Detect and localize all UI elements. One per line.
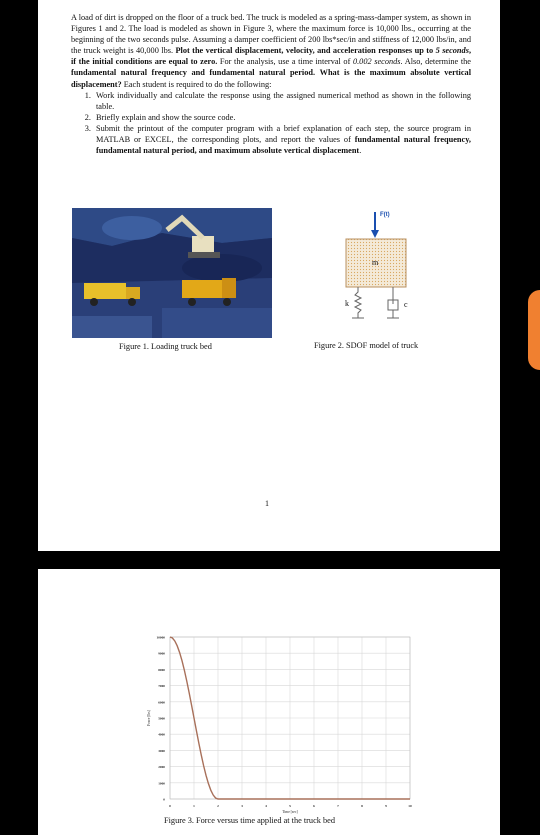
task-list <box>71 90 471 157</box>
initial-conditions-text: , if the initial conditions are equal to zero. <box>71 46 472 67</box>
y-tick-label: 6000 <box>158 700 165 705</box>
task-3-bold: fundamental natural frequency, fundamental natural period, and maximum absolute vertical displacement <box>96 135 471 156</box>
sdof-diagram <box>338 208 448 328</box>
y-tick-label: 4000 <box>158 732 165 737</box>
figure-3-caption: Figure 3. Force versus time applied at the truck bed <box>164 816 335 825</box>
y-tick-label: 8000 <box>158 667 165 672</box>
x-tick-label: 10 <box>408 804 412 808</box>
x-tick-label: 4 <box>265 804 267 808</box>
x-tick-label: 0 <box>169 804 171 808</box>
intro-text: A load of dirt is dropped on the floor of a truck bed. The truck is modeled as a spring-mass-damper system, as shown in Figures 1 and 2. The load is modeled as shown in Figure 3, where the maximum force is 10,000 lbs., occurring at the beginning of the two seconds pulse. Assuming a damper coefficient of 200 lbs*sec/in and stiffness of 12,000 lbs/in, and the truck weight is 40,000 lbs. <box>71 13 471 56</box>
side-tab[interactable] <box>528 290 540 370</box>
duration-text: 5 seconds <box>435 46 469 56</box>
y-tick-label: 0 <box>163 797 165 802</box>
y-tick-label: 9000 <box>158 651 165 656</box>
task-item <box>93 123 471 156</box>
x-tick-label: 9 <box>385 804 387 808</box>
fundamental-text: fundamental natural frequency and fundamental natural period <box>71 68 313 78</box>
mass-label: m <box>372 258 379 267</box>
problem-statement <box>71 12 471 156</box>
task-3-text: Submit the printout of the computer program with a brief explanation of each step, the source program in MATLAB or EXCEL, the corresponding plots, and report the values of <box>96 123 471 145</box>
y-tick-label: 7000 <box>158 684 165 689</box>
x-tick-label: 8 <box>361 804 363 808</box>
x-tick-label: 1 <box>193 804 195 808</box>
x-tick-label: 6 <box>313 804 315 808</box>
figure-2-caption: Figure 2. SDOF model of truck <box>314 341 419 350</box>
y-tick-label: 10000 <box>156 635 165 640</box>
y-tick-label: 2000 <box>158 765 165 770</box>
task-3-end: . <box>359 146 362 156</box>
each-student-text: Each student is required to do the following: <box>123 79 272 89</box>
period-dot: . <box>313 68 316 78</box>
interval-text: 0.002 seconds <box>352 57 401 67</box>
y-axis-label: Force [lbs] <box>147 710 151 726</box>
max-question: What is the maximum absolute vertical displacement? <box>71 68 471 89</box>
y-tick-label: 1000 <box>158 781 165 786</box>
spring-label: k <box>345 299 349 308</box>
analysis-text: For the analysis, use a time interval of <box>219 57 351 67</box>
figure-1-caption: Figure 1. Loading truck bed <box>119 342 212 351</box>
x-tick-label: 3 <box>241 804 243 808</box>
x-tick-label: 2 <box>217 804 219 808</box>
page-number: 1 <box>265 499 269 508</box>
force-time-chart <box>138 627 418 817</box>
task-item: 2. Briefly explain and show the source code. <box>93 112 471 123</box>
force-label: F(t) <box>380 212 390 218</box>
y-tick-label: 3000 <box>158 748 165 753</box>
task-item: 1. Work individually and calculate the response using the assigned numerical method as shown in the following table. <box>93 90 471 112</box>
damper-label: c <box>404 300 408 309</box>
determine-text: . Also, determine the <box>400 57 471 67</box>
y-tick-label: 5000 <box>158 716 165 721</box>
truck-loading-photo <box>72 208 272 338</box>
x-tick-label: 5 <box>289 804 291 808</box>
x-tick-label: 7 <box>337 804 339 808</box>
plot-instruction: Plot the vertical displacement, velocity, and acceleration responses up to <box>175 46 434 56</box>
x-axis-label: Time [sec] <box>282 810 298 814</box>
document-page-2 <box>38 569 500 835</box>
document-page-1 <box>38 0 500 551</box>
